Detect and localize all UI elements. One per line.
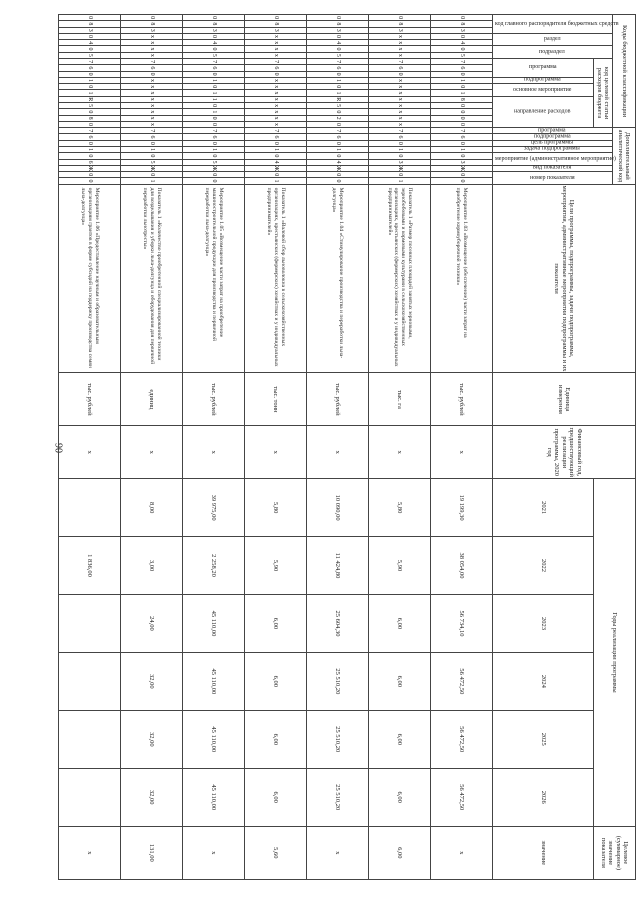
year-value-cell: 45 110,00	[183, 710, 245, 768]
code-digit: 7	[183, 58, 245, 64]
code-digit: R	[307, 96, 369, 102]
base-year-cell: х	[183, 426, 245, 479]
code-digit: х	[245, 84, 307, 90]
year-value-cell: 25 510,20	[307, 768, 369, 826]
year-2023-header: 2023	[493, 595, 594, 653]
code-digit: 7	[59, 128, 121, 134]
base-year-cell: х	[431, 426, 493, 479]
code-digit: 1	[431, 77, 493, 83]
year-2026-header: 2026	[493, 768, 594, 826]
code-digit: 5	[59, 52, 121, 58]
unit-cell: тыс. га	[369, 373, 431, 426]
code-digit: х	[121, 121, 183, 127]
code-digit: 0	[431, 172, 493, 178]
code-digit: 0	[431, 15, 493, 21]
code-digit: 0	[307, 140, 369, 146]
code-digit: 6	[59, 134, 121, 140]
code-digit: 1	[369, 146, 431, 152]
code-digit: 3	[245, 27, 307, 33]
code-digit: 5	[183, 159, 245, 165]
code-digit: 0	[369, 140, 431, 146]
code-digit: 0	[369, 15, 431, 21]
budget-codes-header: Коды бюджетной классификации	[613, 15, 636, 128]
target-value-header: Целевое (суммарное) значение показателя	[594, 826, 636, 879]
table-row	[307, 15, 369, 880]
code-digit: 8	[431, 21, 493, 27]
unit-cell: тыс. рублей	[431, 373, 493, 426]
code-digit: 1	[59, 77, 121, 83]
year-value-cell: 32,00	[121, 652, 183, 710]
code-digit: 0	[183, 115, 245, 121]
code-digit: 1	[431, 146, 493, 152]
code-digit: 6	[307, 65, 369, 71]
table-row	[121, 15, 183, 880]
table-body	[59, 15, 493, 880]
year-value-cell	[59, 652, 121, 710]
chief-admin-header: код главного распорядителя бюджетных средств	[493, 15, 613, 34]
code-digit: 3	[121, 27, 183, 33]
program-a-header: программа	[493, 128, 613, 134]
unit-header: Единица измерения	[493, 373, 636, 426]
target-value-cell: х	[307, 826, 369, 879]
code-digit: х	[369, 46, 431, 52]
code-digit: 0	[307, 153, 369, 159]
code-digit: 3	[431, 159, 493, 165]
code-digit: 0	[59, 172, 121, 178]
code-digit: 6	[369, 65, 431, 71]
year-value-cell: 39 975,00	[183, 479, 245, 537]
year-value-cell: 56 734,10	[431, 595, 493, 653]
base-year-cell: х	[121, 426, 183, 479]
code-digit: 0	[307, 178, 369, 184]
code-digit: 0	[369, 153, 431, 159]
year-value-cell: 19 199,30	[431, 479, 493, 537]
code-digit: 5	[59, 102, 121, 108]
code-digit: х	[245, 121, 307, 127]
target-value-cell: 6,00	[369, 826, 431, 879]
year-value-cell: 45 110,00	[183, 595, 245, 653]
code-digit: 6	[431, 134, 493, 140]
code-digit: х	[121, 46, 183, 52]
code-digit: 6	[369, 134, 431, 140]
target-value-cell: 131,00	[121, 826, 183, 879]
program-header: программа	[493, 58, 594, 77]
code-digit: 7	[121, 128, 183, 134]
code-digit: 3	[431, 27, 493, 33]
code-digit: 3	[369, 159, 431, 165]
code-digit: 0	[183, 178, 245, 184]
year-value-cell: 1 836,00	[59, 537, 121, 595]
code-digit: Ж	[121, 165, 183, 171]
code-digit: 1	[431, 90, 493, 96]
target-value-cell: 5,60	[245, 826, 307, 879]
code-digit: 0	[431, 46, 493, 52]
year-value-cell: 6,00	[369, 652, 431, 710]
code-digit: 8	[307, 21, 369, 27]
code-digit: 0	[183, 102, 245, 108]
code-digit: 1	[307, 90, 369, 96]
code-digit: 1	[245, 146, 307, 152]
code-digit: 0	[307, 15, 369, 21]
year-value-cell: 45 110,00	[183, 652, 245, 710]
code-digit: 0	[183, 140, 245, 146]
code-digit: х	[369, 33, 431, 39]
code-digit: 1	[183, 90, 245, 96]
page-number: 90	[52, 443, 64, 453]
code-digit: х	[121, 77, 183, 83]
code-digit: 6	[183, 65, 245, 71]
code-digit: 0	[307, 84, 369, 90]
year-value-cell: 10 090,00	[307, 479, 369, 537]
table-row	[245, 15, 307, 880]
code-digit: 0	[183, 153, 245, 159]
year-value-cell: 56 472,50	[431, 768, 493, 826]
code-digit: 4	[183, 40, 245, 46]
code-digit: х	[245, 109, 307, 115]
code-digit: Ж	[245, 165, 307, 171]
code-digit: 8	[59, 115, 121, 121]
code-digit: 0	[183, 71, 245, 77]
code-digit: 7	[431, 58, 493, 64]
code-digit: 0	[431, 84, 493, 90]
code-digit: 7	[431, 128, 493, 134]
unit-cell: тыс. рублей	[307, 373, 369, 426]
code-digit: 0	[121, 71, 183, 77]
code-digit: х	[245, 90, 307, 96]
code-digit: 4	[431, 40, 493, 46]
rotated-table-area	[80, 14, 636, 880]
code-digit: 0	[59, 121, 121, 127]
code-digit: Ж	[431, 165, 493, 171]
indicator-name: Показатель 1 «Валовой сбор льноволокна в сельскохозяйственных организациях, крестьянских (фермерских) хозяйствах и у индивидуальных предпринимателей»	[245, 184, 307, 373]
code-digit: 1	[307, 77, 369, 83]
unit-cell: тыс. рублей	[59, 373, 121, 426]
direction-header: направление расходов	[493, 96, 594, 127]
target-value-cell: х	[431, 826, 493, 879]
code-digit: х	[121, 40, 183, 46]
value-header: значение	[493, 826, 594, 879]
code-digit: 5	[183, 52, 245, 58]
year-value-cell: 11 424,80	[307, 537, 369, 595]
year-value-cell: 6,00	[245, 768, 307, 826]
code-digit: 0	[183, 33, 245, 39]
code-digit: 7	[183, 128, 245, 134]
code-digit: 0	[121, 15, 183, 21]
code-digit: 3	[59, 27, 121, 33]
code-digit: 1	[59, 146, 121, 152]
code-digit: 0	[431, 115, 493, 121]
code-digit: 0	[431, 140, 493, 146]
code-digit: 0	[121, 172, 183, 178]
base-year-cell: х	[307, 426, 369, 479]
year-value-cell	[59, 479, 121, 537]
code-digit: 1	[245, 178, 307, 184]
code-digit: 0	[183, 46, 245, 52]
main-event-header: основное мероприятие	[493, 84, 594, 97]
code-digit: 6	[245, 65, 307, 71]
code-digit: 4	[307, 40, 369, 46]
code-digit: х	[121, 109, 183, 115]
table-row	[183, 15, 245, 880]
code-digit: Ж	[369, 165, 431, 171]
code-digit: 8	[183, 21, 245, 27]
code-digit: 6	[121, 134, 183, 140]
code-digit: 5	[431, 52, 493, 58]
code-digit: 2	[307, 115, 369, 121]
year-value-cell: 6,00	[369, 595, 431, 653]
analytic-codes-header: Дополнительный аналитический код	[613, 128, 636, 185]
code-digit: 0	[59, 15, 121, 21]
code-digit: 0	[245, 140, 307, 146]
indicator-name: Показатель 1 «Количество приобретенной специализированной техники для возделывания и уборки льна-долгунца и оборудования для первичной переработки льнотресты»	[121, 184, 183, 373]
code-digit: х	[369, 115, 431, 121]
code-digit: Ж	[183, 165, 245, 171]
code-digit: 0	[431, 121, 493, 127]
code-digit: 0	[431, 102, 493, 108]
code-digit: 5	[121, 159, 183, 165]
code-digit: 0	[307, 46, 369, 52]
code-digit: 6	[59, 65, 121, 71]
code-digit: 0	[307, 33, 369, 39]
table-row	[59, 15, 121, 880]
code-digit: х	[369, 109, 431, 115]
indicator-name: Мероприятие 1.03 «Возмещение (обеспечение) части затрат на приобретение кормоуборочной техники»	[431, 184, 493, 373]
code-digit: 6	[431, 65, 493, 71]
code-digit: Ж	[59, 165, 121, 171]
table-row	[369, 15, 431, 880]
target-value-cell: х	[59, 826, 121, 879]
code-digit: 0	[431, 109, 493, 115]
base-year-cell: х	[245, 426, 307, 479]
code-digit: 0	[183, 172, 245, 178]
unit-cell: тыс. тонн	[245, 373, 307, 426]
year-value-cell: 45 110,00	[183, 768, 245, 826]
year-value-cell: 25 510,20	[307, 710, 369, 768]
code-digit: 8	[369, 21, 431, 27]
code-digit: 7	[121, 58, 183, 64]
code-digit: 3	[183, 27, 245, 33]
unit-cell: единиц	[121, 373, 183, 426]
code-digit: Ж	[307, 165, 369, 171]
indicator-name: Мероприятие 1.05 «Возмещение части затрат на приобретение машиностроительной продукции для производства и первичной переработки льна-долгунца»	[183, 184, 245, 373]
year-value-cell: 56 472,50	[431, 652, 493, 710]
code-digit: 0	[431, 178, 493, 184]
code-digit: 0	[245, 15, 307, 21]
year-value-cell: 32,00	[121, 710, 183, 768]
event-header: мероприятие (административное мероприятие)	[493, 153, 613, 166]
code-digit: 0	[59, 178, 121, 184]
code-digit: 1	[183, 146, 245, 152]
fin-year-header: Финансовый год, предшествующий реализации программы, 2020 год	[493, 426, 636, 479]
code-digit: 1	[183, 96, 245, 102]
code-digit: 0	[369, 172, 431, 178]
code-digit: 0	[369, 71, 431, 77]
year-value-cell: 5,90	[245, 537, 307, 595]
code-digit: 0	[183, 121, 245, 127]
year-value-cell	[59, 768, 121, 826]
year-2022-header: 2022	[493, 537, 594, 595]
code-digit: 4	[245, 159, 307, 165]
year-value-cell: 2 258,20	[183, 537, 245, 595]
code-digit: 0	[307, 109, 369, 115]
code-digit: х	[245, 46, 307, 52]
year-value-cell	[59, 595, 121, 653]
year-value-cell: 6,00	[245, 595, 307, 653]
code-digit: 0	[245, 153, 307, 159]
code-digit: 8	[121, 21, 183, 27]
code-digit: 0	[431, 153, 493, 159]
year-value-cell: 6,00	[245, 710, 307, 768]
indicator-name: Мероприятие 1.04 «Стимулирование производства и переработки льна-долгунца»	[307, 184, 369, 373]
indicator-no-header: номер показателя	[493, 172, 613, 185]
subprogram-a-header: подпрограмма	[493, 134, 613, 140]
code-digit: 0	[59, 109, 121, 115]
code-digit: 0	[307, 121, 369, 127]
code-digit: 1	[369, 178, 431, 184]
target-value-cell: х	[183, 826, 245, 879]
year-value-cell: 3,00	[121, 537, 183, 595]
code-digit: R	[59, 96, 121, 102]
table-row	[431, 15, 493, 880]
code-digit: 0	[59, 71, 121, 77]
code-digit: 1	[183, 77, 245, 83]
code-digit: х	[121, 96, 183, 102]
year-value-cell: 6,00	[369, 710, 431, 768]
code-digit: 7	[369, 58, 431, 64]
code-digit: 0	[59, 140, 121, 146]
indicator-name-header: Цели программы, подпрограммы, задачи подпрограммы, мероприятия, административные мероприятия подпрограммы и их показатели	[493, 184, 636, 373]
year-2024-header: 2024	[493, 652, 594, 710]
code-digit: 3	[369, 27, 431, 33]
program-table	[80, 14, 636, 880]
code-digit: 4	[59, 40, 121, 46]
code-digit: 0	[183, 15, 245, 21]
code-digit: 0	[59, 46, 121, 52]
code-digit: х	[245, 115, 307, 121]
code-digit: 3	[307, 27, 369, 33]
code-digit: х	[369, 40, 431, 46]
subsection-header: подраздел	[493, 46, 613, 59]
code-digit: 7	[369, 128, 431, 134]
code-digit: 8	[245, 21, 307, 27]
code-digit: 5	[307, 102, 369, 108]
year-value-cell: 24,00	[121, 595, 183, 653]
code-digit: 0	[59, 33, 121, 39]
base-year-cell: х	[369, 426, 431, 479]
code-digit: 0	[307, 71, 369, 77]
code-digit: х	[245, 77, 307, 83]
code-digit: 1	[183, 109, 245, 115]
year-2021-header: 2021	[493, 479, 594, 537]
code-digit: 0	[59, 153, 121, 159]
indicator-name: Показатель 1 «Размер посевных площадей занятых зерновыми, зернобобовыми и кормовыми культурами в сельскохозяйственных организациях, крестьянских (фермерских) хозяйствах и у индивидуальных предпринимателей»	[369, 184, 431, 373]
code-digit: 0	[431, 71, 493, 77]
code-digit: х	[369, 102, 431, 108]
year-value-cell: 6,00	[245, 652, 307, 710]
code-digit: 6	[121, 65, 183, 71]
code-digit: 0	[121, 153, 183, 159]
goal-header: цель программы	[493, 140, 613, 146]
year-value-cell: 25 510,20	[307, 652, 369, 710]
code-digit: х	[245, 33, 307, 39]
code-digit: х	[369, 52, 431, 58]
code-digit: х	[121, 33, 183, 39]
years-header: Годы реализации программы	[594, 479, 636, 827]
code-digit: х	[121, 84, 183, 90]
code-digit: х	[369, 96, 431, 102]
code-digit: 8	[431, 96, 493, 102]
code-digit: 6	[59, 159, 121, 165]
subprogram-header: подпрограмма	[493, 77, 594, 83]
code-digit: 7	[307, 58, 369, 64]
year-value-cell: 38 054,00	[431, 537, 493, 595]
code-digit: 1	[121, 146, 183, 152]
code-digit: 0	[183, 84, 245, 90]
code-digit: 6	[183, 134, 245, 140]
code-digit: 6	[245, 134, 307, 140]
code-digit: 7	[245, 128, 307, 134]
code-digit: 7	[59, 58, 121, 64]
code-digit: 8	[59, 21, 121, 27]
code-digit: 0	[431, 33, 493, 39]
year-value-cell: 8,00	[121, 479, 183, 537]
sign-header: вид показателя	[493, 165, 613, 171]
code-digit: х	[245, 96, 307, 102]
code-digit: 1	[59, 90, 121, 96]
code-digit: 7	[245, 58, 307, 64]
year-value-cell: 6,00	[369, 768, 431, 826]
year-2025-header: 2025	[493, 710, 594, 768]
year-value-cell: 25 604,30	[307, 595, 369, 653]
code-digit: 1	[121, 178, 183, 184]
code-digit: х	[245, 52, 307, 58]
code-digit: 4	[307, 159, 369, 165]
code-digit: 0	[245, 172, 307, 178]
code-digit: х	[121, 90, 183, 96]
code-digit: 0	[121, 140, 183, 146]
code-digit: х	[369, 90, 431, 96]
code-digit: х	[245, 102, 307, 108]
code-digit: 5	[307, 52, 369, 58]
code-digit: 0	[245, 71, 307, 77]
code-digit: 7	[307, 128, 369, 134]
indicator-name: Мероприятие 1.06 «Предоставление научным и образовательным организациям грантов в форме субсидий на поддержку производства семян льна-долгунца»	[59, 184, 121, 373]
code-digit: 0	[307, 172, 369, 178]
year-value-cell: 32,00	[121, 768, 183, 826]
year-value-cell: 5,90	[369, 537, 431, 595]
code-digit: 6	[307, 134, 369, 140]
year-value-cell	[59, 710, 121, 768]
code-digit: х	[369, 84, 431, 90]
code-digit: х	[121, 115, 183, 121]
expense-article-header: код целевой статьи расходов бюджета	[594, 58, 613, 127]
code-digit: х	[121, 52, 183, 58]
code-digit: 0	[59, 84, 121, 90]
year-value-cell: 5,80	[369, 479, 431, 537]
unit-cell: тыс. рублей	[183, 373, 245, 426]
code-digit: х	[369, 77, 431, 83]
base-year-cell: х	[59, 426, 121, 479]
section-header: раздел	[493, 33, 613, 46]
year-value-cell: 56 472,50	[431, 710, 493, 768]
task-header: задача подпрограммы	[493, 146, 613, 152]
code-digit: х	[245, 40, 307, 46]
code-digit: х	[121, 102, 183, 108]
code-digit: х	[369, 121, 431, 127]
code-digit: 1	[307, 146, 369, 152]
year-value-cell: 5,80	[245, 479, 307, 537]
